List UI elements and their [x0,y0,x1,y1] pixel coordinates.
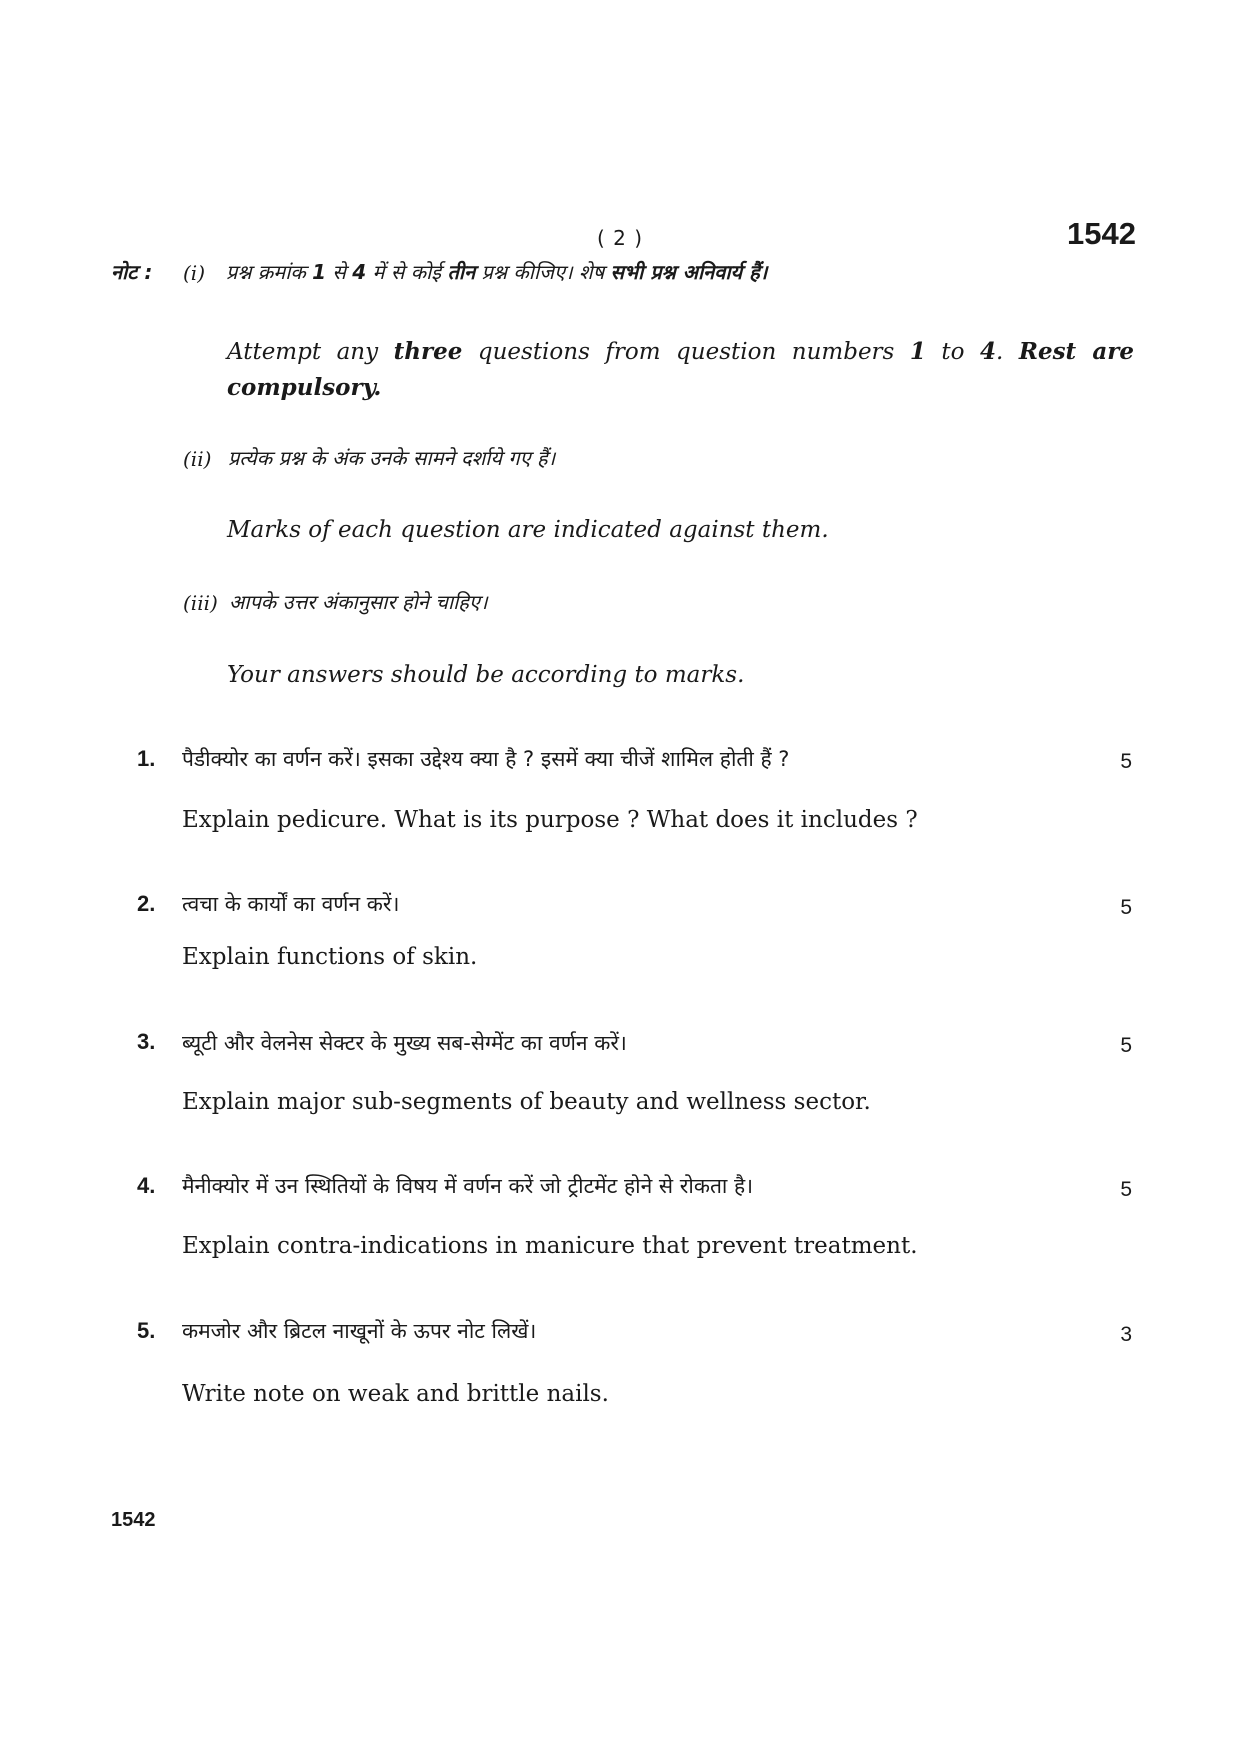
question-hindi: कमजोर और ब्रिटल नाखूनों के ऊपर नोट लिखें। [182,1319,537,1343]
paper-code-bottom: 1542 [111,1509,156,1531]
page-number: ( 2 ) [596,226,644,250]
question-marks: 3 [1120,1323,1132,1346]
note-label: नोट : [111,260,153,284]
question-english: Explain pedicure. What is its purpose ? What does it includes ? [182,807,918,833]
note-i-english-continued: compulsory. [227,374,382,401]
question-hindi: पैडीक्योर का वर्णन करें। इसका उद्देश्य क्या है ? इसमें क्या चीजें शामिल होती हैं ? [182,747,790,771]
note-ii-english: Marks of each question are indicated against them. [227,517,829,543]
question-hindi: मैनीक्योर में उन स्थितियों के विषय में वर्णन करें जो ट्रीटमेंट होने से रोकता है। [182,1174,754,1198]
note-ii-number: (ii) [183,447,212,471]
question-english: Explain functions of skin. [182,944,478,970]
note-iii-english: Your answers should be according to marks. [227,662,745,688]
question-number: 5. [137,1318,156,1343]
question-hindi: ब्यूटी और वेलनेस सेक्टर के मुख्य सब-सेग्मेंट का वर्णन करें। [182,1031,627,1055]
question-english: Explain major sub-segments of beauty and wellness sector. [182,1089,871,1115]
note-i-number: (i) [183,261,206,285]
question-marks: 5 [1120,1178,1132,1201]
question-number: 4. [137,1173,156,1198]
note-ii-hindi: प्रत्येक प्रश्न के अंक उनके सामने दर्शाये गए हैं। [228,446,556,470]
note-iii-number: (iii) [183,591,218,615]
paper-code-top: 1542 [1067,216,1136,251]
question-hindi: त्वचा के कार्यों का वर्णन करें। [182,892,400,916]
note-i-english: Attempt any three questions from question numbers 1 to 4. Rest are [227,338,1135,365]
question-marks: 5 [1120,750,1132,773]
question-english: Write note on weak and brittle nails. [182,1381,609,1407]
question-number: 3. [137,1029,156,1054]
question-marks: 5 [1120,1034,1132,1057]
question-number: 2. [137,891,156,916]
question-english: Explain contra-indications in manicure that prevent treatment. [182,1233,918,1259]
question-marks: 5 [1120,896,1132,919]
question-number: 1. [137,746,156,771]
note-i-hindi: प्रश्न क्रमांक 1 से 4 में से कोई तीन प्रश्न कीजिए। शेष सभी प्रश्न अनिवार्य हैं। [226,260,768,284]
note-iii-hindi: आपके उत्तर अंकानुसार होने चाहिए। [229,590,488,614]
